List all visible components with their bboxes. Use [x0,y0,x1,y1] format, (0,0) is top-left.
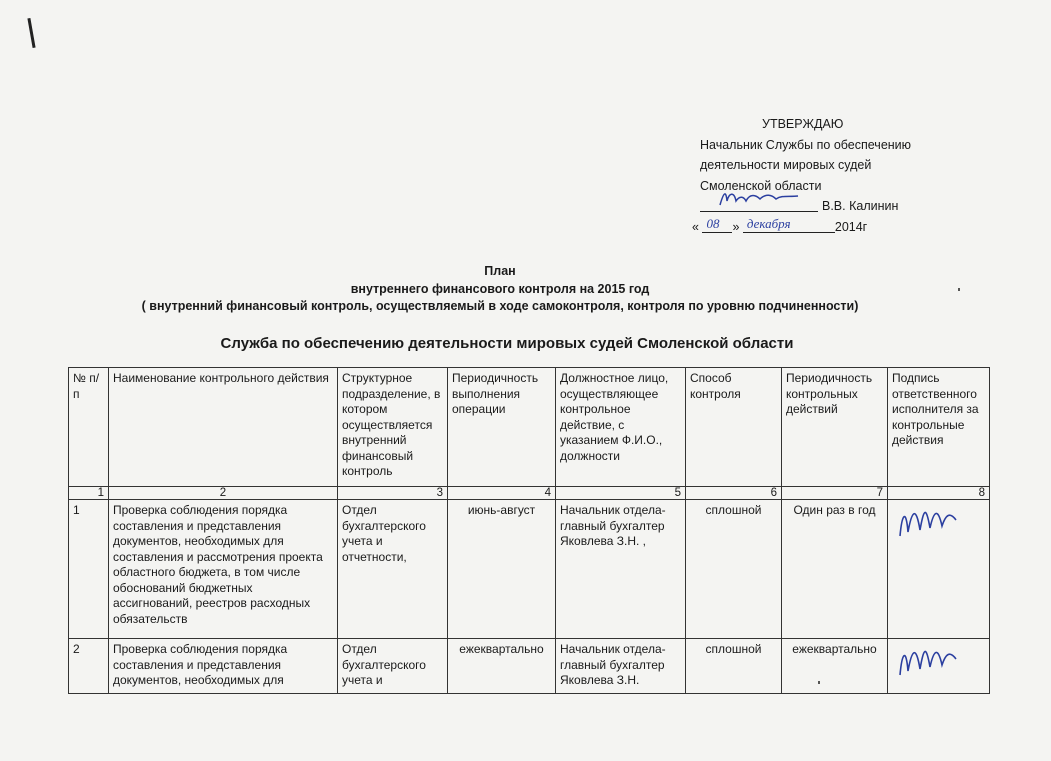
document-title [0,263,1000,316]
control-method: сплошной [686,500,782,639]
date-day-blank [702,215,732,233]
responsible-official: Начальник отдела-главный бухгалтер Яковлева З.Н. [556,639,686,694]
signature-cell [888,500,990,639]
approval-position-line: Смоленской области [700,178,822,193]
approval-block [692,114,912,237]
handwritten-signature-icon [700,187,818,211]
control-frequency: ежеквартально [782,639,888,694]
date-close-quote: » [732,219,740,234]
column-number: 8 [888,487,990,500]
title-line: ( внутренний финансовый контроль, осуществляемый в ходе самоконтроля, контроля по уровню подчиненности) [141,299,859,313]
column-number: 7 [782,487,888,500]
column-number: 1 [69,487,109,500]
header-cell: Периодичность контрольных действий [782,368,888,487]
date-month-blank [743,215,835,233]
approval-date-line [692,217,911,238]
header-cell: Периодичность выполнения операции [448,368,556,487]
title-line: План [484,264,516,278]
table-header-row [69,368,990,487]
control-action: Проверка соблюдения порядка составления и представления документов, необходимых для [109,639,338,694]
column-number: 3 [338,487,448,500]
column-number: 4 [448,487,556,500]
operation-period: июнь-август [448,500,556,639]
control-action: Проверка соблюдения порядка составления и представления документов, необходимых для составления и рассмотрения проекта областного бюджета, в том числе обоснований бюджетных ассигнований, реестров расходных обязательств [109,500,338,639]
date-day: 08 [706,215,720,231]
date-year: 2014г [834,219,868,234]
handwritten-signature-icon [896,502,960,542]
column-number-row [69,487,990,500]
responsible-official: Начальник отдела-главный бухгалтер Яковлева З.Н. , [556,500,686,639]
date-month: декабря [746,215,791,231]
header-cell: № п/п [69,368,109,487]
title-line: внутреннего финансового контроля на 2015 год [350,281,650,296]
scan-edge-mark [27,18,35,48]
row-number: 1 [69,500,109,639]
approval-position-line: деятельности мировых судей [700,158,872,172]
header-cell: Подпись ответственного исполнителя за контрольные действия [888,368,990,487]
operation-period: ежеквартально [448,639,556,694]
control-frequency: Один раз в год [782,500,888,639]
column-number: 2 [109,487,338,500]
column-number: 5 [556,487,686,500]
column-number: 6 [686,487,782,500]
header-cell: Наименование контрольного действия [109,368,338,487]
structural-unit: Отдел бухгалтерского учета и [338,639,448,694]
handwritten-signature-icon [896,641,960,681]
date-open-quote: « [692,219,699,234]
table-row [69,500,990,639]
approval-signature-line [700,196,911,217]
control-plan-table [68,367,990,694]
header-cell: Способ контроля [686,368,782,487]
header-cell: Должностное лицо, осуществляющее контрольное действие, с указанием Ф.И.О., должности [556,368,686,487]
control-method: сплошной [686,639,782,694]
signature-cell [888,639,990,694]
table-row [69,639,990,694]
header-cell: Структурное подразделение, в котором осуществляется внутренний финансовый контроль [338,368,448,487]
approver-name: В.В. Калинин [822,199,899,213]
organization-title: Служба по обеспечению деятельности мировых судей Смоленской области [220,335,794,352]
approval-heading: УТВЕРЖДАЮ [762,117,844,131]
approval-position-line: Начальник Службы по обеспечению [700,137,912,152]
signature-blank [700,197,818,212]
row-number: 2 [69,639,109,694]
structural-unit: Отдел бухгалтерского учета и отчетности, [338,500,448,639]
